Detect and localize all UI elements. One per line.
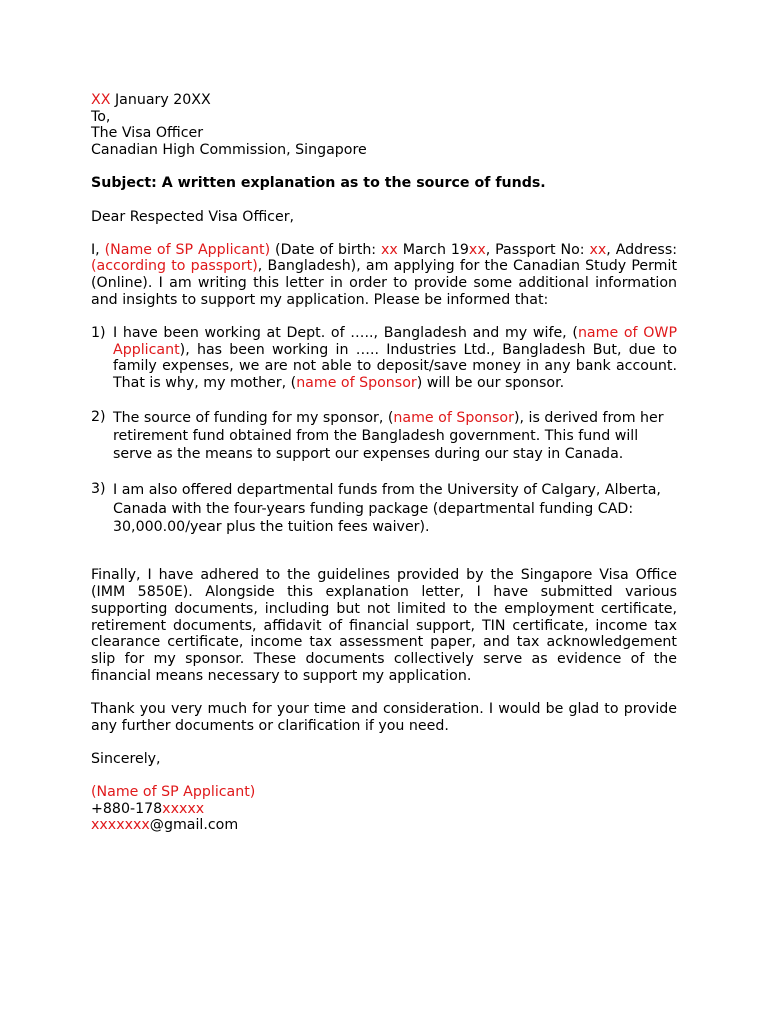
list-item-text	[113, 325, 677, 392]
list-text: ) will be our sponsor.	[416, 375, 565, 392]
intro-text: March 19	[397, 241, 469, 258]
owp-applicant-placeholder: name of OWP Applicant	[113, 325, 678, 358]
list-text: ), is derived from her retirement fund obtained from the Bangladesh government. This fund will serve as the means to support our expenses during our stay in Canada.	[113, 409, 664, 463]
dob-year-placeholder: xx	[468, 241, 486, 258]
to-line: To,	[91, 108, 111, 125]
intro-text: (Date of birth:	[270, 241, 381, 258]
list-item-text: I am also offered departmental funds from the University of Calgary, Alberta, Canada with the four-years funding package (departmental funding CAD: 30,000.00/year plus the tuition fees waiver).	[113, 482, 661, 536]
date-line	[91, 92, 677, 109]
intro-text: I,	[91, 241, 105, 258]
list-item	[91, 325, 677, 392]
closing-paragraph: Finally, I have adhered to the guidelines provided by the Singapore Visa Office (IMM 5850E). Alongside this explanation letter, I have submitted various supporting documents, including but not limited to the employment certificate, retirement documents, affidavit of financial support, TIN certificate, income tax clearance certificate, income tax assessment paper, and tax acknowledgement slip for my sponsor. These documents collectively serve as evidence of the financial means necessary to support my application.	[91, 567, 677, 684]
phone-prefix: +880-178	[91, 800, 163, 817]
subject-line: Subject: A written explanation as to the source of funds.	[91, 175, 546, 192]
recipient-title: The Visa Officer	[91, 125, 204, 142]
email-user-placeholder: xxxxxxx	[91, 817, 150, 834]
letter-header	[91, 92, 677, 159]
intro-paragraph	[91, 242, 677, 309]
sponsor-placeholder: name of Sponsor	[296, 375, 417, 392]
list-text: The source of funding for my sponsor, (	[113, 409, 394, 426]
dob-day-placeholder: xx	[381, 241, 398, 258]
email-domain: @gmail.com	[149, 817, 239, 834]
intro-text: , Bangladesh), am applying for the Canadian Study Permit (Online). I am writing this letter in order to provide some additional information and insights to support my application. Please be informed that:	[91, 258, 678, 308]
funding-list	[91, 325, 677, 536]
signature-block	[91, 784, 677, 834]
list-number: 1)	[91, 325, 106, 342]
thanks-paragraph: Thank you very much for your time and consideration. I would be glad to provide any further documents or clarification if you need.	[91, 700, 677, 734]
list-number: 3)	[91, 481, 106, 498]
applicant-name-placeholder: (Name of SP Applicant)	[104, 241, 271, 258]
sponsor-placeholder: name of Sponsor	[393, 409, 514, 426]
signoff: Sincerely,	[91, 750, 161, 767]
salutation: Dear Respected Visa Officer,	[91, 208, 295, 225]
signature-name-placeholder: (Name of SP Applicant)	[91, 784, 256, 800]
list-text: ), has been working in ….. Industries Ltd., Bangladesh But, due to family expenses, we are not able to deposit/save money in any bank account. That is why, my mother, (	[113, 341, 677, 392]
signature-email	[91, 817, 677, 834]
date-day-placeholder: XX	[91, 92, 111, 108]
intro-text: , Address:	[606, 241, 677, 258]
list-item	[91, 481, 677, 536]
letter	[91, 92, 677, 834]
address-placeholder: (according to passport)	[91, 258, 258, 275]
list-item	[91, 409, 677, 464]
date-rest: January 20XX	[110, 92, 211, 108]
signature-phone	[91, 801, 677, 818]
passport-placeholder: xx	[589, 241, 607, 258]
phone-suffix-placeholder: xxxxx	[162, 800, 205, 817]
list-number: 2)	[91, 408, 106, 425]
list-item-text	[113, 409, 677, 464]
list-text: I have been working at Dept. of ….., Bangladesh and my wife, (	[113, 325, 578, 342]
recipient-office: Canadian High Commission, Singapore	[91, 142, 367, 159]
intro-text: , Passport No:	[485, 241, 590, 258]
